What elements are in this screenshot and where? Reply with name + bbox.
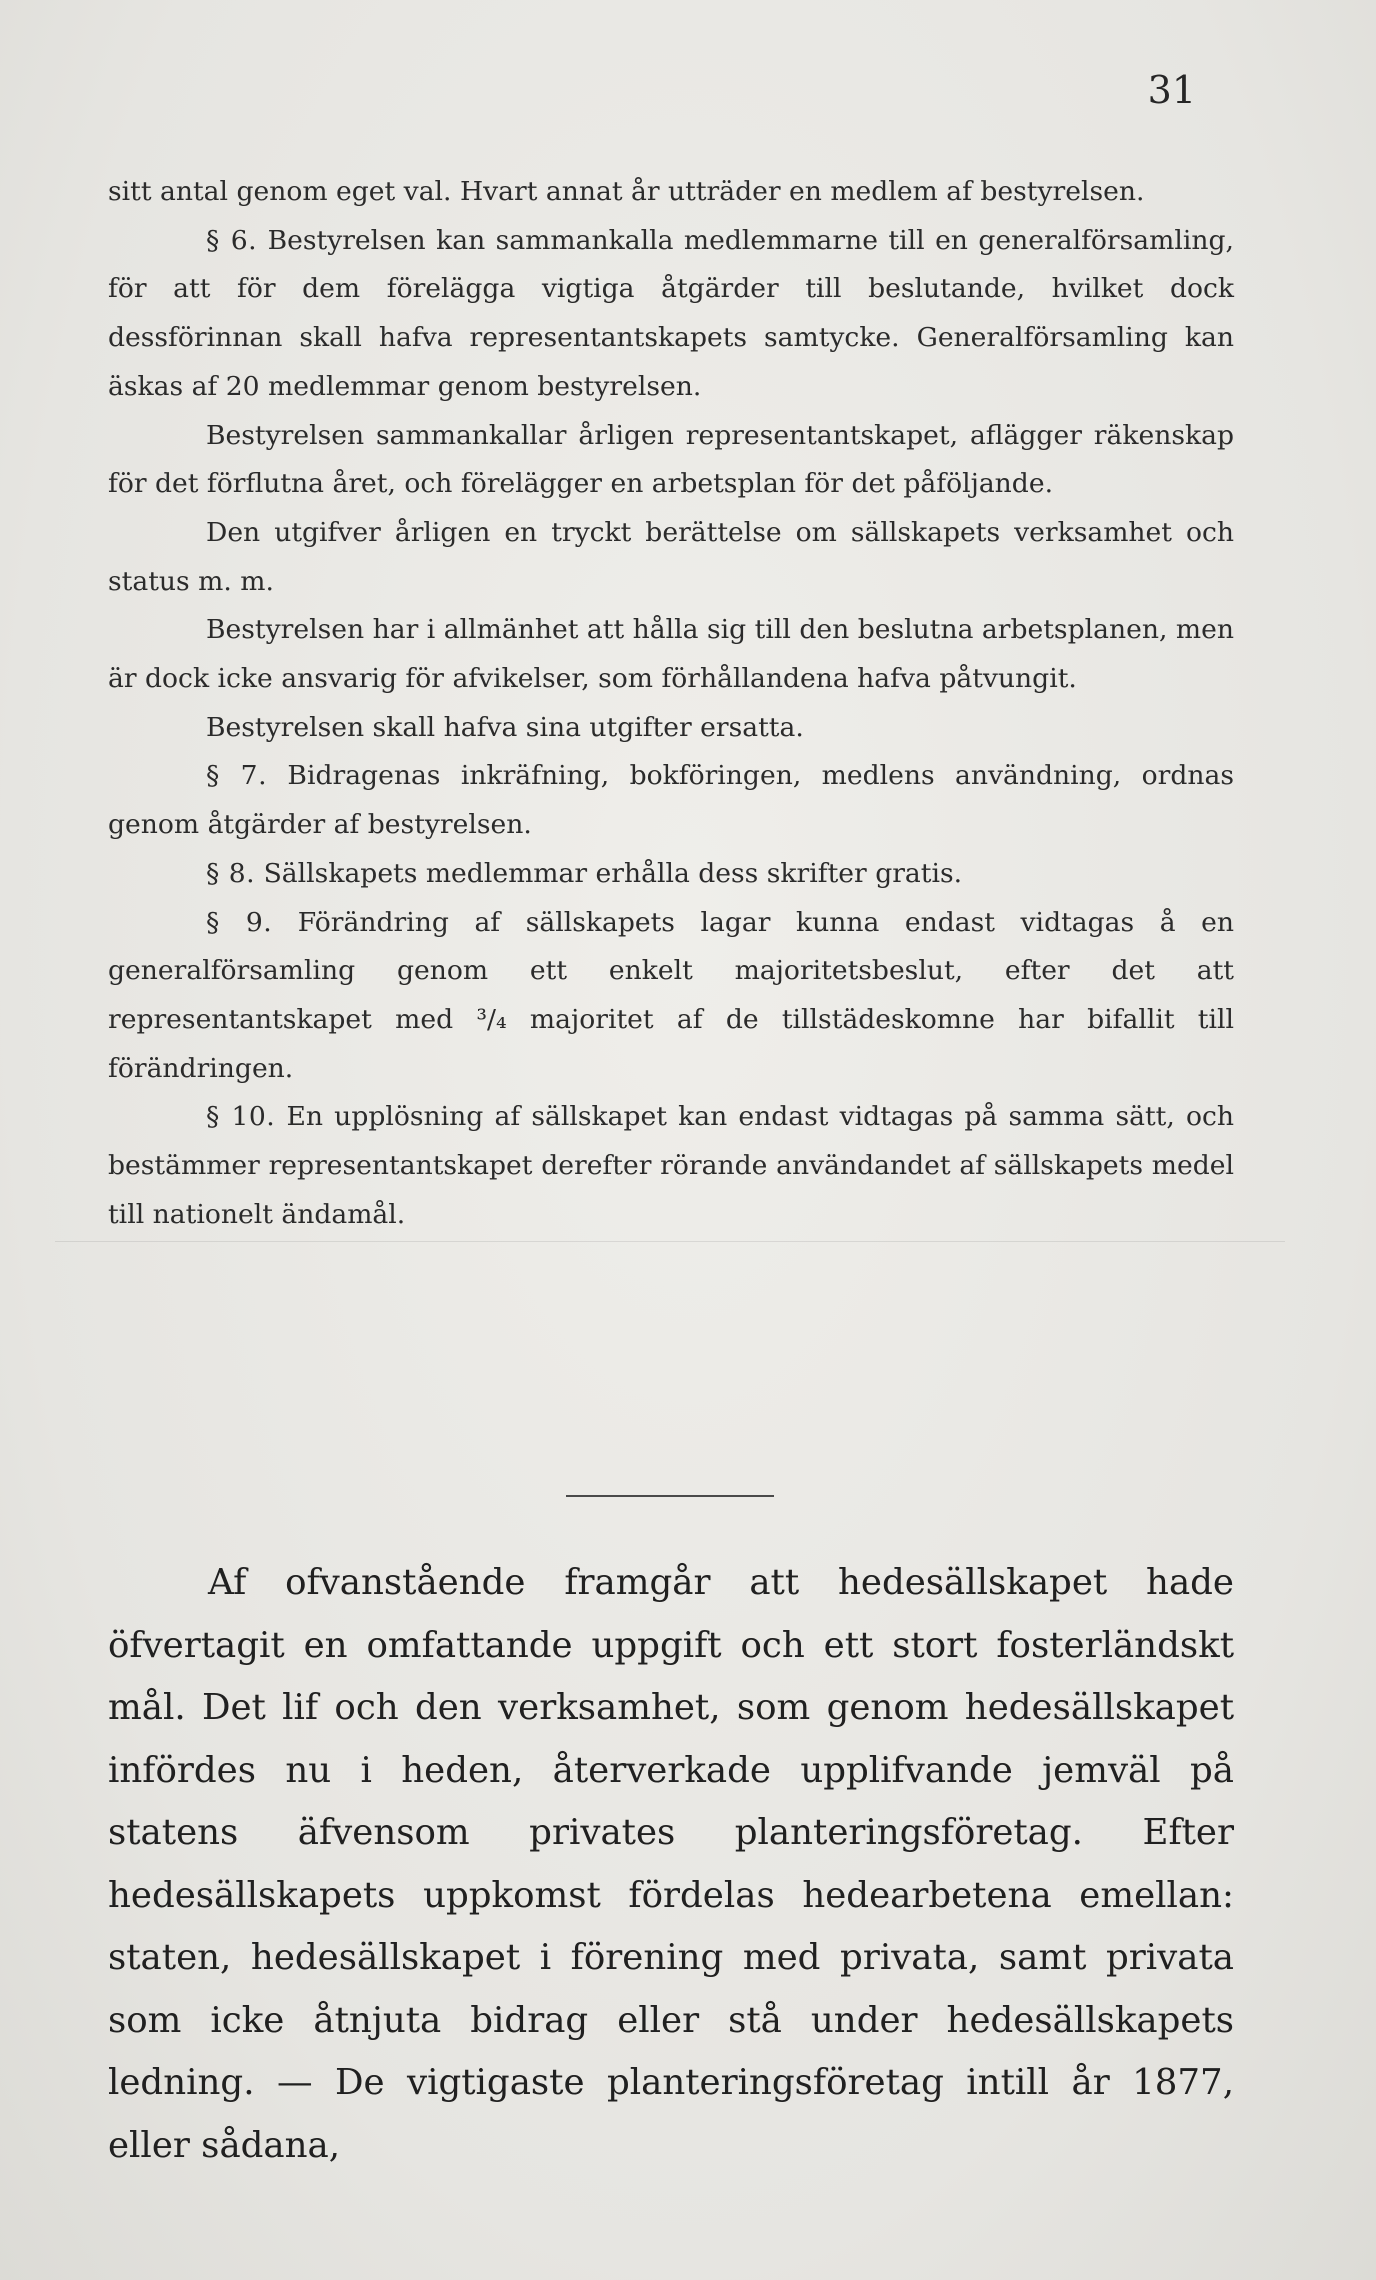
section-text: Bestyrelsen kan sammankalla medlemmarne till en generalförsamling, för att för dem förelägga vigtiga åtgärder till beslutande, hvilket dock dessförinnan skall hafva representantskapets samtycke. Generalförsamling kan äskas af 20 medlemmar genom bestyrelsen. [108, 224, 1234, 402]
paragraph-report: Den utgifver årligen en tryckt berättelse om sällskapets verksamhet och status m. m. [108, 516, 1234, 597]
prose-paragraph: Af ofvanstående framgår att hedesällskapet hade öfvertagit en omfattande uppgift och ett stort fosterländskt mål. Det lif och den verksamhet, som genom hedesällskapet infördes nu i heden, återverkade upplifvande jemväl på statens äfvensom privates planteringsföretag. Efter hedesällskapets uppkomst fördelas hedearbetena emellan: staten, hedesällskapet i förening med privata, samt privata som icke åtnjuta bidrag eller stå under hedesällskapets ledning. — De vigtigaste planteringsföretag intill år 1877, eller sådana, [108, 1562, 1234, 2166]
section-number: § 8. [206, 857, 256, 889]
section-number: § 10. [206, 1101, 276, 1133]
scan-artifact-line [55, 1241, 1285, 1242]
section-text: En upplösning af sällskapet kan endast vidtagas på samma sätt, och bestämmer representantskapet derefter rörande användandet af sällskapets medel till nationelt ändamål. [108, 1101, 1234, 1230]
paragraph-continuation: sitt antal genom eget val. Hvart annat år utträder en medlem af bestyrelsen. [108, 176, 1145, 207]
section-divider [566, 1495, 774, 1497]
paragraph-work-plan: Bestyrelsen har i allmänhet att hålla sig till den beslutna arbetsplanen, men är dock icke ansvarig för afvikelser, som förhållandena hafva påtvungit. [108, 614, 1234, 695]
paragraph-section-8 [108, 850, 1234, 899]
paragraph-annual-meeting: Bestyrelsen sammankallar årligen representantskapet, aflägger räkenskap för det förflutna året, och förelägger en arbetsplan för det påföljande. [108, 419, 1234, 500]
section-number: § 7. [206, 760, 268, 792]
paragraph-section-7 [108, 752, 1234, 849]
section-number: § 6. [206, 224, 258, 256]
paragraph-section-6 [108, 217, 1234, 412]
paragraph-expenses: Bestyrelsen skall hafva sina utgifter ersatta. [206, 711, 804, 743]
prose-section [108, 1552, 1234, 2177]
section-number: § 9. [206, 906, 273, 938]
paragraph-section-10 [108, 1093, 1234, 1239]
section-text: Förändring af sällskapets lagar kunna endast vidtagas å en generalförsamling genom ett enkelt majoritetsbeslut, efter det att representantskapet med ³/₄ majoritet af de tillstädeskomne har bifallit till förändringen. [108, 906, 1234, 1084]
paragraph-section-9 [108, 899, 1234, 1094]
section-text: Sällskapets medlemmar erhålla dess skrifter gratis. [263, 857, 963, 889]
section-text: Bidragenas inkräfning, bokföringen, medlens användning, ordnas genom åtgärder af bestyrelsen. [108, 760, 1234, 841]
statutes-section [108, 168, 1234, 1239]
page-number: 31 [1147, 68, 1196, 112]
